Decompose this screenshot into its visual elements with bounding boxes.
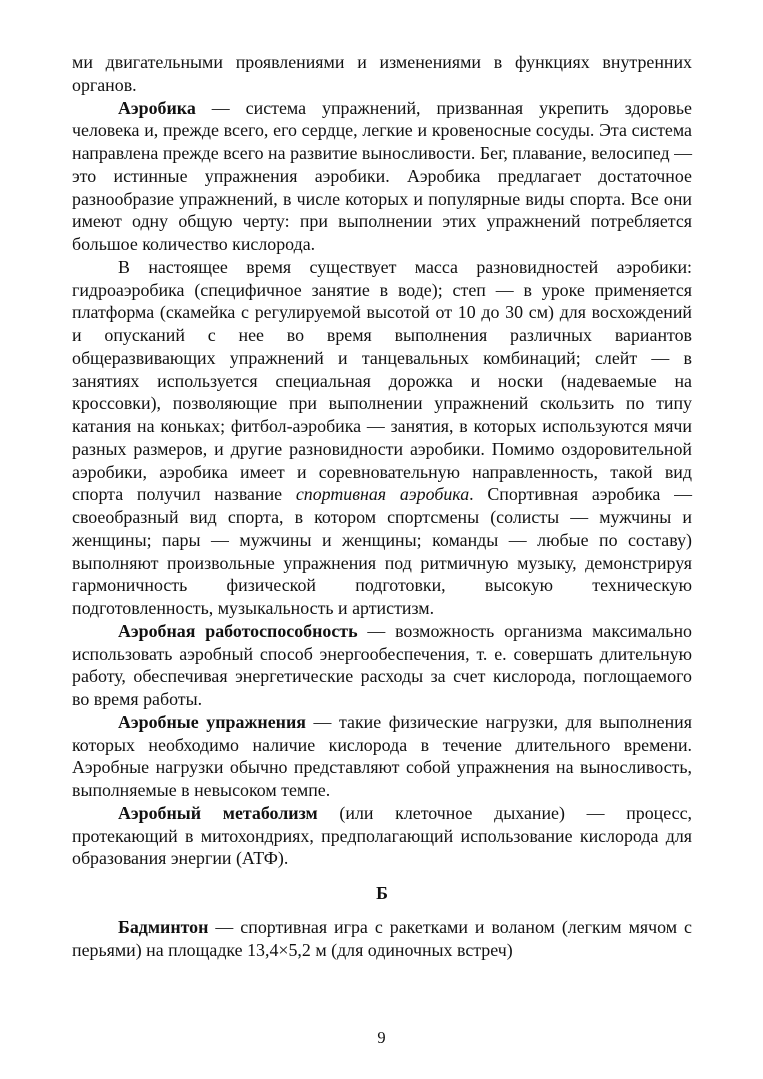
varieties-text-before: В настоящее время существует масса разновидностей аэробики: гидроаэробика (специфичное занятие в воде); степ — в уроке применяется платформа (скамейка с регулируемой высотой от 10 до 30 см) для восхождений и опусканий с нее во время выполнения различных вариантов общеразвивающих упражнений и танцевальных комбинаций; слейт — в занятиях используется специальная дорожка и носки (надеваемые на кроссовки), позволяющие при выполнении упражнений скользить по типу катания на коньках; фитбол-аэробика — занятия, в которых используются мячи разных размеров, и другие разновидности аэробики. Помимо оздоровительной аэробики, аэробика имеет и соревновательную направленность, такой вид спорта получил название [72, 256, 692, 505]
continued-paragraph [72, 51, 692, 97]
entry-aerobic-capacity [72, 620, 692, 711]
term-aerobika: Аэробика [118, 97, 196, 118]
continued-paragraph-text: ми двигательными проявлениями и изменениями в функциях внутренних органов. [72, 52, 692, 95]
italic-sport-aerobics: спортивная аэробика [295, 484, 470, 505]
term-aerobic-capacity: Аэробная работоспособность [118, 620, 358, 641]
section-letter-heading: Б [376, 883, 388, 903]
entry-badminton-text: — спортивная игра с ракетками и воланом (легким мячом с перьями) на площадке 13,4×5,2 м (для одиночных встреч) [72, 916, 692, 960]
entry-aerobic-exercises [72, 711, 692, 802]
entry-aerobic-exercises-text: — такие физические нагрузки, для выполнения которых необходимо наличие кислорода в течение длительного времени. Аэробные нагрузки обычно представляют собой упражнения на выносливость, выполняемые в невысоком темпе. [72, 711, 692, 800]
page-number: 9 [377, 1028, 386, 1047]
entry-badminton [72, 916, 692, 962]
page-text-block [72, 51, 692, 961]
paragraph-aerobics-varieties [72, 256, 692, 620]
varieties-text-after: . Спортивная аэробика — своеобразный вид спорта, в котором спортсмены (солисты — мужчины и женщины; пары — мужчины и женщины; команды — любые по составу) выполняют произвольные упражнения под ритмичную музыку, демонстрируя гармоничность физической подготовки, высокую техническую подготовленность, музыкальность и артистизм. [72, 484, 692, 618]
entry-aerobic-metabolism-text: (или клеточное дыхание) — процесс, протекающий в митохондриях, предполагающий использование кислорода для образования энергии (АТФ). [72, 802, 692, 869]
term-badminton: Бадминтон [118, 916, 209, 937]
term-aerobic-exercises: Аэробные упражнения [118, 711, 306, 732]
entry-aerobika-text: — система упражнений, призванная укрепить здоровье человека и, прежде всего, его сердце, легкие и кровеносные сосуды. Эта система направлена прежде всего на развитие выносливости. Бег, плавание, велосипед — это истинные упражнения аэробики. Аэробика предлагает достаточное разнообразие упражнений, в числе которых и популярные виды спорта. Все они имеют одну общую черту: при выполнении этих упражнений потребляется большое количество кислорода. [72, 97, 692, 254]
entry-aerobic-capacity-text: — возможность организма максимально использовать аэробный способ энергообеспечения, т. е. совершать длительную работу, обеспечивая энергетические расходы за счет кислорода, поглощаемого во время работы. [72, 620, 692, 709]
entry-aerobic-metabolism [72, 802, 692, 870]
entry-aerobika [72, 97, 692, 256]
term-aerobic-metabolism: Аэробный метаболизм [118, 802, 318, 823]
